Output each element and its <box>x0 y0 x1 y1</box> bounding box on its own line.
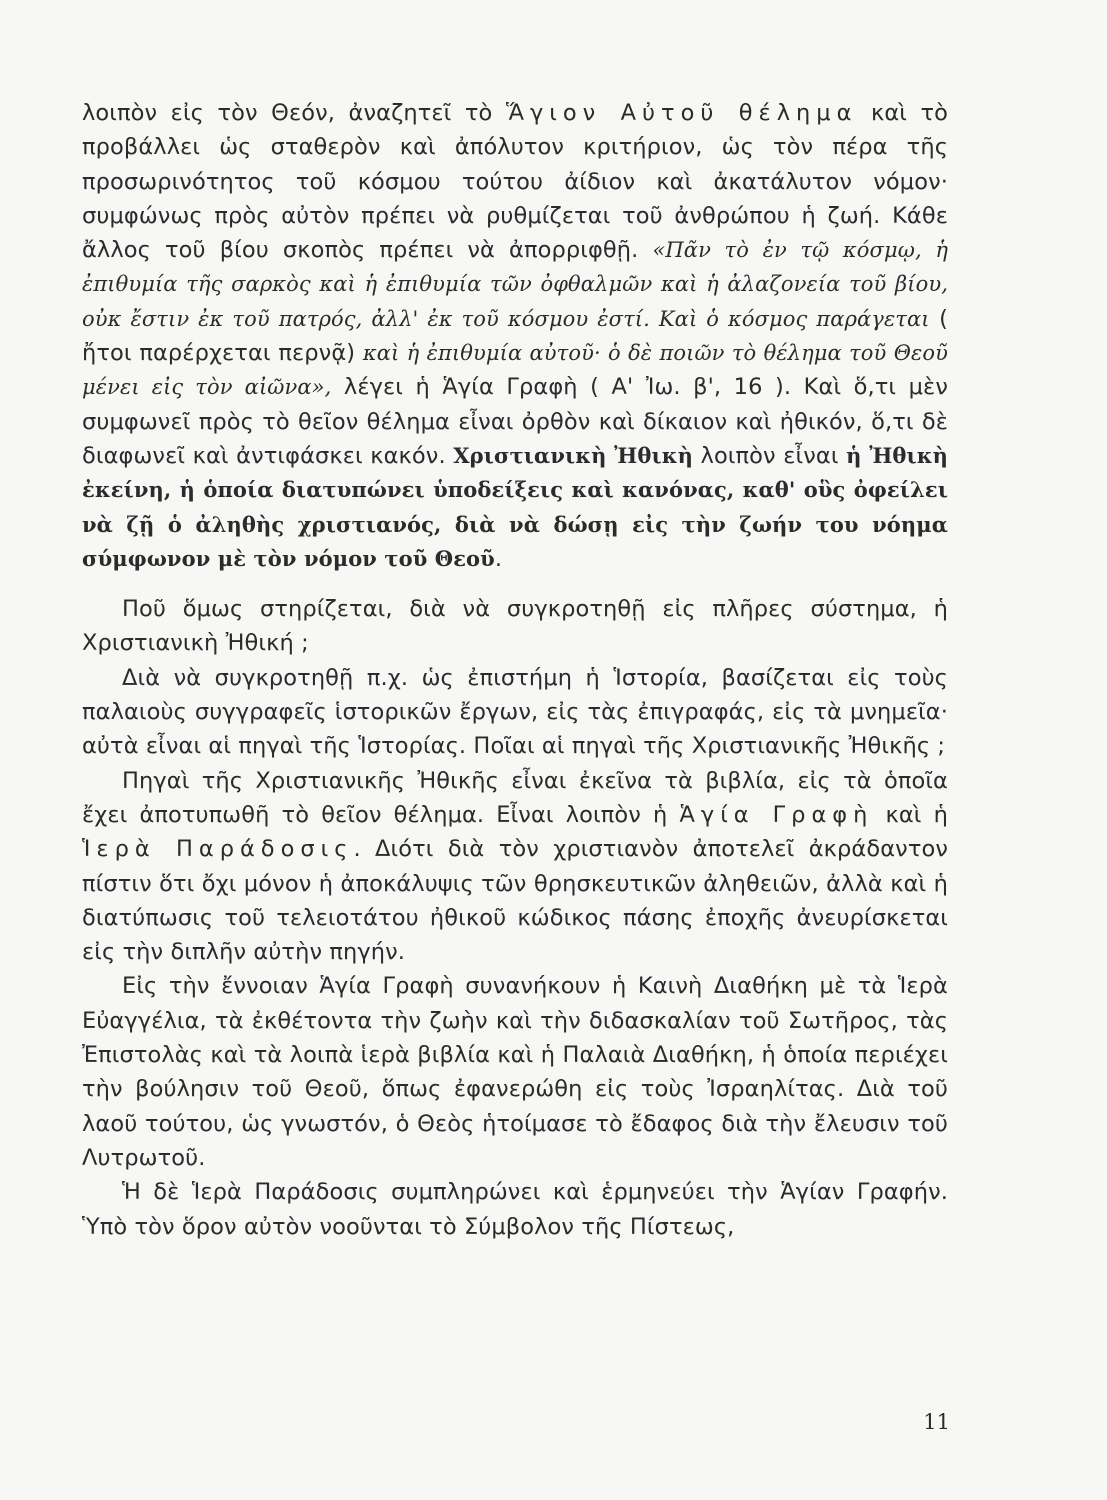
bold-term: Χριστιανικὴ Ἠθικὴ <box>453 442 693 468</box>
spaced-emphasis: Ἁγία Γραφὴ <box>679 801 874 828</box>
text-span: καὶ ἡ <box>873 801 948 828</box>
bold-definition: ἡ Ἠθικὴ ἐκείνη, ἡ ὁποία διατυπώνει ὑποδείξεις καὶ κανόνας, καθ' οὓς ὀφείλει νὰ ζῇ ὁ ἀληθὴς χριστιανός, διὰ νὰ δώσῃ εἰς τὴν ζωήν του νόημα σύμφωνον μὲ τὸν νόμον τοῦ Θεοῦ <box>82 442 948 571</box>
scripture-quote: καὶ ἡ ἐπιθυμία αὐτοῦ· ὁ δὲ ποιῶν τὸ θέλημα τοῦ Θεοῦ μένει εἰς τὸν αἰῶνα», <box>82 341 948 400</box>
spaced-emphasis: Ἅγιον Αὐτοῦ θέλημα <box>505 100 858 126</box>
text-span: λοιπὸν εἶναι <box>692 442 847 469</box>
text-span: λοιπὸν εἰς τὸν Θεόν, ἀναζητεῖ τὸ <box>82 100 506 126</box>
text-span: ( ἤτοι παρέρχεται περνᾷ) <box>82 305 948 367</box>
paragraph-3: Διὰ νὰ συγκροτηθῇ π.χ. ὡς ἐπιστήμη ἡ Ἱστορία, βασίζεται εἰς τοὺς παλαιοὺς συγγραφεῖς ἱστορικῶν ἔργων, εἰς τὰς ἐπιγραφάς, εἰς τὰ μνημεῖα· αὐτὰ εἶναι αἱ πηγαὶ τῆς Ἱστορίας. Ποῖαι αἱ πηγαὶ τῆς Χριστιανικῆς Ἠθικῆς ; <box>82 664 948 760</box>
paragraph-2: Ποῦ ὅμως στηρίζεται, διὰ νὰ συγκροτηθῇ εἰς πλῆρες σύστημα, ἡ Χριστιανικὴ Ἠθική ; <box>82 596 948 657</box>
text-span: λέγει ἡ Ἁγία Γραφὴ ( Α' Ἰω. β', 16 ). Καὶ ὅ,τι μὲν συμφωνεῖ πρὸς τὸ θεῖον θέλημα εἶναι ὀρθὸν καὶ δίκαιον καὶ ἠθικόν, ὅ,τι δὲ διαφωνεῖ καὶ ἀντιφάσκει κακόν. <box>82 374 948 469</box>
page-body-text <box>82 96 948 1244</box>
scripture-quote: «Πᾶν τὸ ἐν τῷ κόσμῳ, ἡ ἐπιθυμία τῆς σαρκὸς καὶ ἡ ἐπιθυμία τῶν ὀφθαλμῶν καὶ ἡ ἀλαζονεία τοῦ βίου, οὐκ ἔστιν ἐκ τοῦ πατρός, ἀλλ' ἐκ τοῦ κόσμου ἐστί. Καὶ ὁ κόσμος παράγεται <box>82 238 948 331</box>
text-span: καὶ τὸ προβάλλει ὡς σταθερὸν καὶ ἀπόλυτον κριτήριον, ὡς τὸν πέρα τῆς προσωρινότητος τοῦ κόσμου τούτου ἀίδιον καὶ ἀκατάλυτον νόμον· συμφώνως πρὸς αὐτὸν πρέπει νὰ ρυθμίζεται τοῦ ἀνθρώπου ἡ ζωή. Κάθε ἄλλος τοῦ βίου σκοπὸς πρέπει νὰ ἀπορριφθῇ. <box>82 100 948 264</box>
paragraph-1 <box>82 96 948 576</box>
paragraph-6: Ἡ δὲ Ἱερὰ Παράδοσις συμπληρώνει καὶ ἑρμηνεύει τὴν Ἁγίαν Γραφήν. Ὑπὸ τὸν ὅρον αὐτὸν νοοῦνται τὸ Σύμβολον τῆς Πίστεως, <box>82 1179 948 1240</box>
page-number: 11 <box>923 1410 950 1434</box>
paragraph-5: Εἰς τὴν ἔννοιαν Ἁγία Γραφὴ συνανήκουν ἡ Καινὴ Διαθήκη μὲ τὰ Ἱερὰ Εὐαγγέλια, τὰ ἐκθέτοντα τὴν ζωὴν καὶ τὴν διδασκαλίαν τοῦ Σωτῆρος, τὰς Ἐπιστολὰς καὶ τὰ λοιπὰ ἱερὰ βιβλία καὶ ἡ Παλαιὰ Διαθήκη, ἡ ὁποία περιέχει τὴν βούλησιν τοῦ Θεοῦ, ὅπως ἐφανερώθη εἰς τοὺς Ἰσραηλίτας. Διὰ τοῦ λαοῦ τούτου, ὡς γνωστόν, ὁ Θεὸς ἡτοίμασε τὸ ἔδαφος διὰ τὴν ἔλευσιν τοῦ Λυτρωτοῦ. <box>82 973 948 1171</box>
paragraph-4 <box>82 764 948 970</box>
spaced-emphasis: Ἱερὰ Παράδοσις <box>82 836 354 863</box>
text-span: . <box>494 545 503 572</box>
text-span: . Διότι διὰ τὸν χριστιανὸν ἀποτελεῖ ἀκράδαντον πίστιν ὅτι ὄχι μόνον ἡ ἀποκάλυψις τῶν θρησκευτικῶν ἀληθειῶν, ἀλλὰ καὶ ἡ διατύπωσις τοῦ τελειοτάτου ἠθικοῦ κώδικος πάσης ἐποχῆς ἀνευρίσκεται εἰς τὴν διπλῆν αὐτὴν πηγήν. <box>82 836 948 966</box>
text-span: Πηγαὶ τῆς Χριστιανικῆς Ἠθικῆς εἶναι ἐκεῖνα τὰ βιβλία, εἰς τὰ ὁποῖα ἔχει ἀποτυπωθῆ τὸ θεῖον θέλημα. Εἶναι λοιπὸν ἡ <box>82 767 948 828</box>
